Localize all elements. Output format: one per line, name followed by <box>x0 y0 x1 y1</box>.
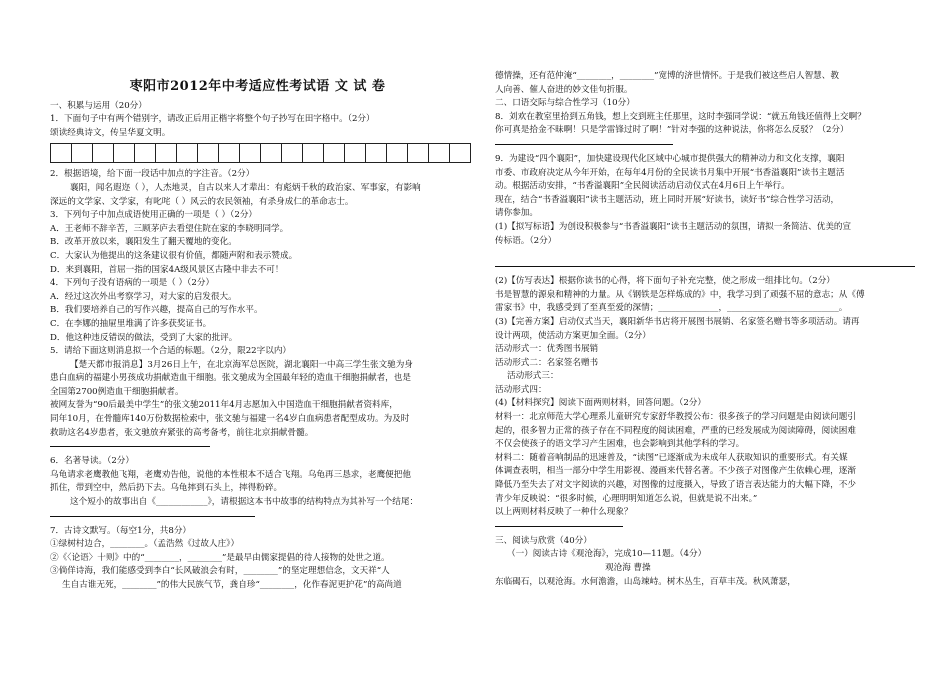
question-2-line: 襄阳，闻名遐迩（ ），人杰地灵，自古以来人才辈出：有彪炳千秋的政治家、军事家，有影响 <box>70 182 421 193</box>
question-9-line: 动。根据活动安排，“书香溢襄阳”全民阅读活动启动仪式在4月6日上午举行。 <box>495 181 790 192</box>
poem-line: 东临碣石，以观沧海。水何澹澹，山岛竦峙。树木丛生，百草丰茂。秋风萧瑟， <box>495 576 796 587</box>
activity-item: 活动形式四： <box>495 384 547 395</box>
news-line: 救助这名4岁患者，张文驰放弃紧张的高考备考，前往北京捐献骨髓。 <box>50 427 314 438</box>
question-3-option-b: B．改革开放以来，襄阳发生了翻天覆地的变化。 <box>50 237 237 248</box>
grid-cell[interactable] <box>324 143 345 163</box>
question-4-option-d: D．他这种违反错误的做法，受到了大家的批评。 <box>50 332 238 343</box>
grid-cell[interactable] <box>219 143 240 163</box>
question-8-line: 8．刘欢在教室里拾到五角钱，想上交到班主任那里，这时李强同学说：“就五角钱还值得上交啊？ <box>495 111 866 122</box>
continued-line: 德情操，还有范仲淹“________，________”宽博的济世情怀。于是我们被这些启人智慧、教 <box>495 71 839 81</box>
answer-line[interactable] <box>495 266 915 267</box>
question-3-stem: 3．下列句子中加点成语使用正确的一项是（ ）（2分） <box>50 210 258 221</box>
grid-cell[interactable] <box>198 143 219 163</box>
question-3-option-a: A．王老师不辞辛苦，三顾茅庐去看望住院在家的李晓明同学。 <box>50 223 289 234</box>
question-9-2: (2)【仿写表达】根据你读书的心得，将下面句子补充完整，使之形成一组排比句。（2分） <box>495 276 835 287</box>
grid-cell[interactable] <box>114 143 135 163</box>
question-9-3: (3)【完善方案】启动仪式当天，襄阳新华书店将开展图书展销、名家签名赠书等多项活动。请再 <box>495 316 860 327</box>
grid-cell[interactable] <box>135 143 156 163</box>
grid-cell[interactable] <box>240 143 261 163</box>
answer-line[interactable] <box>495 144 673 145</box>
right-column <box>495 70 915 589</box>
grid-cell[interactable] <box>303 143 324 163</box>
writing-grid[interactable] <box>50 143 471 163</box>
activity-item: 活动形式三： <box>507 371 559 382</box>
grid-cell[interactable] <box>93 143 114 163</box>
question-7-item: ②《〈论语〉十则》中的“________，________”是最早由儒家提倡的待人接物的处世之道。 <box>50 552 390 563</box>
question-2-stem: 2．根据语境，给下面一段话中加点的字注音。（2分） <box>50 169 255 180</box>
question-6-prompt: 这个短小的故事出自《____________》，请根据这本书中故事的结构特点为其补写一个结尾： <box>70 497 419 508</box>
question-9-2: 雷家书》中，我感受到了至真至爱的深情；______________，__________________________。 <box>495 303 848 314</box>
material-1-line: 起的，很多智力正常的孩子存在不同程度的阅读困难，严重的已经发展成为阅读障碍，阅读困难 <box>495 425 856 436</box>
material-2-line: 体调查表明，相当一部分中学生用影视、漫画来代替名著。不少孩子对图像产生依赖心理，逐渐 <box>495 466 856 477</box>
question-9-1: (1)【拟写标语】为创设积极参与“书香溢襄阳”读书主题活动的氛围，请拟一条简洁、优美的宣 <box>495 221 852 232</box>
grid-cell[interactable] <box>72 143 93 163</box>
grid-cell[interactable] <box>177 143 198 163</box>
left-column <box>50 0 465 593</box>
question-1-text: 颂读经典诗文，传呈华夏文明。 <box>50 127 171 138</box>
news-line: 同年10月，在骨髓库140万份数据检索中，张文驰与福建一名4岁白血病患者配型成功。为及时 <box>50 414 410 425</box>
grid-cell[interactable] <box>408 143 429 163</box>
continued-line: 人向善、催人奋进的妙文佳句折服。 <box>495 84 633 95</box>
question-7-item: ①绿树村边合，________。（孟浩然《过故人庄》） <box>50 539 240 550</box>
material-2-line: 降低乃至失去了对文字阅读的兴趣，对图像的过度摄入，导致了语言表达能力的大幅下降，不少 <box>495 480 856 491</box>
question-9-line: 现在，结合“书香溢襄阳”读书主题活动，班上同时开展“好读书，读好书”综合性学习活动， <box>495 194 840 205</box>
question-7-stem: 7．古诗文默写。（每空1分，共8分） <box>50 525 192 536</box>
grid-cell[interactable] <box>282 143 303 163</box>
material-2-line: 青少年反映说：“很多时候，心理明明知道怎么说，但就是说不出来。” <box>495 493 758 504</box>
question-4-option-b: B．我们要培养自己的写作兴趣，提高自己的写作水平。 <box>50 305 263 316</box>
question-8-line: 你可真是拾金不昧啊！只是学雷锋过时了啊！”针对李强的这种说法，你将怎么反驳？（2分） <box>495 125 849 136</box>
question-4-option-c: C．在李娜的抽屉里堆满了许多获奖证书。 <box>50 318 212 329</box>
material-1-line: 不仅会使孩子的语文学习产生困难，也会影响到其他学科的学习。 <box>495 439 745 450</box>
activity-item: 活动形式二：名家签名赠书 <box>495 357 599 368</box>
section-1-heading: 一、积累与运用（20分） <box>50 100 147 111</box>
exam-title: 枣阳市2012年中考适应性考试语 文 试 卷 <box>129 79 386 94</box>
answer-line[interactable] <box>495 526 623 527</box>
question-4-stem: 4．下列句子没有语病的一项是（ ）（2分） <box>50 278 215 289</box>
question-9-line: 9．为建设“四个襄阳”，加快建设现代化区域中心城市提供强大的精神动力和文化支撑，襄阳 <box>495 153 845 164</box>
question-9-3: 设计两项，使活动方案更加全面。（2分） <box>495 330 651 341</box>
grid-cell[interactable] <box>156 143 177 163</box>
answer-line[interactable] <box>50 516 255 517</box>
grid-cell[interactable] <box>345 143 366 163</box>
activity-item: 活动形式一：优秀图书展销 <box>495 344 599 355</box>
question-9-line: 请你参加。 <box>495 208 538 219</box>
question-9-1: 传标语。（2分） <box>495 235 557 246</box>
grid-cell[interactable] <box>450 143 471 163</box>
poem-title: 观沧海 曹操 <box>605 563 651 573</box>
story-line: 抓住，带到空中，然后扔下去。乌龟摔到石头上，摔得粉碎。 <box>50 483 283 494</box>
question-9-line: 市委、市政府决定从今年开始，在每年4月份的全民读书月集中开展“书香溢襄阳”读书主题活 <box>495 167 845 178</box>
news-line: 被网友誉为“90后最美中学生”的张文驰2011年4月志愿加入中国造血干细胞捐献者资料库， <box>50 400 398 411</box>
material-1-line: 材料一：北京师范大学心理系儿童研究专家舒华教授公布：很多孩子的学习问题是由阅读问题引 <box>495 412 856 423</box>
subsection-1-heading: （一）阅读古诗《观沧海》，完成10—11题。（4分） <box>507 549 707 560</box>
question-7-item: 生自古谁无死，________”的伟大民族气节，龚自珍“________，化作春泥更护花”的高尚道 <box>62 580 402 590</box>
grid-cell[interactable] <box>51 143 72 163</box>
section-2-heading: 二、口语交际与综合性学习（10分） <box>495 98 635 109</box>
grid-cell[interactable] <box>387 143 408 163</box>
question-1-stem: 1．下面句子中有两个错别字，请改正后用正楷字将整个句子抄写在田字格中。（2分） <box>50 114 375 125</box>
story-line: 乌龟请求老鹰教他飞翔，老鹰劝告他，说他的本性根本不适合飞翔。乌龟再三恳求，老鹰便把他 <box>50 469 411 480</box>
answer-space[interactable] <box>495 248 915 260</box>
news-line: 全国第2700例造血干细胞捐献者。 <box>50 386 184 397</box>
question-9-4: (4)【材料探究】阅读下面两则材料，回答问题。（2分） <box>495 398 706 409</box>
question-9-2: 书是智慧的源泉和精神的力量。从《钢铁是怎样炼成的》中，我学习到了顽强不屈的意志；从《傅 <box>495 289 865 300</box>
question-5-stem: 5．请给下面这则消息拟一个合适的标题。（2分，限22字以内） <box>50 346 292 357</box>
material-2-line: 材料二：随着音响制品的迅速普及，“读图”已逐渐成为未成年人获取知识的重要形式。有关媒 <box>495 452 848 463</box>
question-6-stem: 6．名著导读。（2分） <box>50 456 134 467</box>
grid-cell[interactable] <box>429 143 450 163</box>
news-line: 【楚天都市报消息】3月26日上午，在北京海军总医院，湖北襄阳一中高三学生张文驰为身 <box>70 359 413 370</box>
question-7-item: ③倘佯诗海，我们能感受到李白“长风破浪会有时，________”的坚定理想信念，文天祥“人 <box>50 566 390 577</box>
question-4-option-a: A．经过这次外出考察学习，对大家的启发很大。 <box>50 291 237 302</box>
section-3-heading: 三、阅读与欣赏（40分） <box>495 535 592 546</box>
news-line: 患白血病的福建小男孩成功捐献造血干细胞。张文驰成为全国最年轻的造血干细胞捐献者，也是 <box>50 373 411 384</box>
question-3-option-d: D．来到襄阳，首屈一指的国家4A级风景区古隆中非去不可！ <box>50 264 284 275</box>
grid-cell[interactable] <box>261 143 282 163</box>
question-2-line: 深远的文学家、文学家，有叱咤（ ）风云的农民领袖，有杀身成仁的革命志士。 <box>50 196 354 207</box>
material-question: 以上两则材料反映了一种什么现象？ <box>495 507 633 518</box>
grid-cell[interactable] <box>366 143 387 163</box>
answer-line[interactable] <box>50 446 210 447</box>
question-3-option-c: C．大家认为他提出的这条建议很有价值，都随声附和表示赞成。 <box>50 250 298 261</box>
